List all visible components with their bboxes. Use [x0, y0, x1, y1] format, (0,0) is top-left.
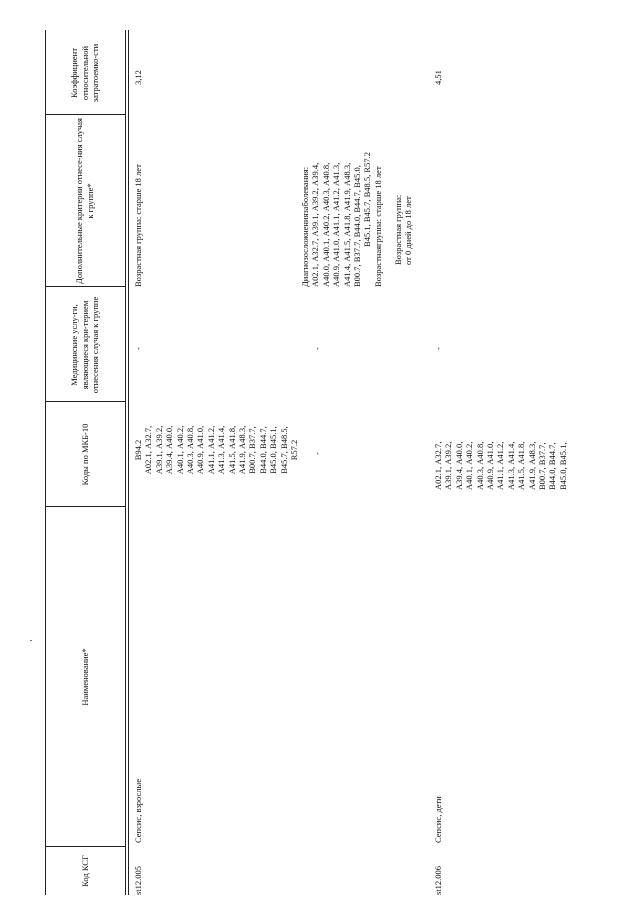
sepsis-table [45, 30, 625, 895]
row-coefficient: 4,51 [433, 70, 443, 85]
row-med-dash: - [133, 347, 143, 350]
row-mkb-codes: А02.1, А32.7, А39.1, А39.2, А39.4, А40.0, А40.1, А40.2, А40.3, А40.8, А40.9, А41.0, А41.1, А41.2, А41.3, А41.4, А41.5, А41.8, А41.9, А48.3, В00.7, В37.7, В44.0, В44.7, В45.0, В45.1, [433, 441, 568, 490]
row-mkb-codes: В94.2 А02.1, А32.7, А39.1, А39.2, А39.4, А40.0, А40.1, А40.2, А40.3, А40.8, А40.9, А41.0, А41.1, А41.2, А41.3, А41.4, А41.5, А41.8, А41.9, А48.3, В00.7, В37.7, В44.0, В44.7, В45.0, В45.1, В45.7, В48.5, R57.2 [133, 425, 300, 475]
header-code: Код КСГ [79, 855, 90, 887]
header-coefficient: Коэффициент относительной затратоемко-сти [69, 43, 101, 103]
row-code: st12.006 [433, 865, 443, 895]
row-code: st12.005 [133, 865, 143, 895]
table-header-rule-double [128, 30, 129, 895]
row-mkb-dash: - [312, 452, 322, 455]
table-top-rule [45, 30, 46, 895]
row-med-dash: - [433, 347, 443, 350]
header-separator [45, 114, 125, 115]
header-extra-criteria: Дополнительные критерии отнесе-ния случая к группе* [74, 118, 95, 284]
header-name: Наименование* [79, 648, 90, 706]
row-extra-criteria: Возрастная группа: от 0 дней до 18 лет [393, 194, 414, 265]
row-extra-criteria: Возрастная группа: старше 18 лет [133, 164, 143, 287]
header-medical-services: Медицинские услу-ги, являющиеся кри-терием отнесения случая к группе [69, 296, 101, 394]
header-mkb: Коды по МКБ-10 [79, 423, 90, 486]
row-med-dash: - [312, 347, 322, 350]
scan-speck [30, 640, 32, 641]
row-name: Сепсис, дети [433, 796, 443, 843]
row-name: Сепсис, взрослые [133, 778, 143, 843]
row-complication-criteria: Диагнозосложнениязаболевания: А02.1, А32.7, А39.1, А39.2, А39.4, А40.0, А40.1, А40.2, А40.3, А40.8, А40.9, А41.0, А41.1, А41.2, А41.3, А41.4, А41.5, А41.8, А41.9, А48.3, В00.7, В37.7, В44.0, В44.7, В45.0, В45.1, В45.7, В48.5, R57.2 Возрастнаягруппа: старше 18 лет [300, 152, 383, 287]
table-header-rule [125, 30, 126, 895]
row-coefficient: 3,12 [133, 70, 143, 85]
header-separator [45, 286, 125, 287]
